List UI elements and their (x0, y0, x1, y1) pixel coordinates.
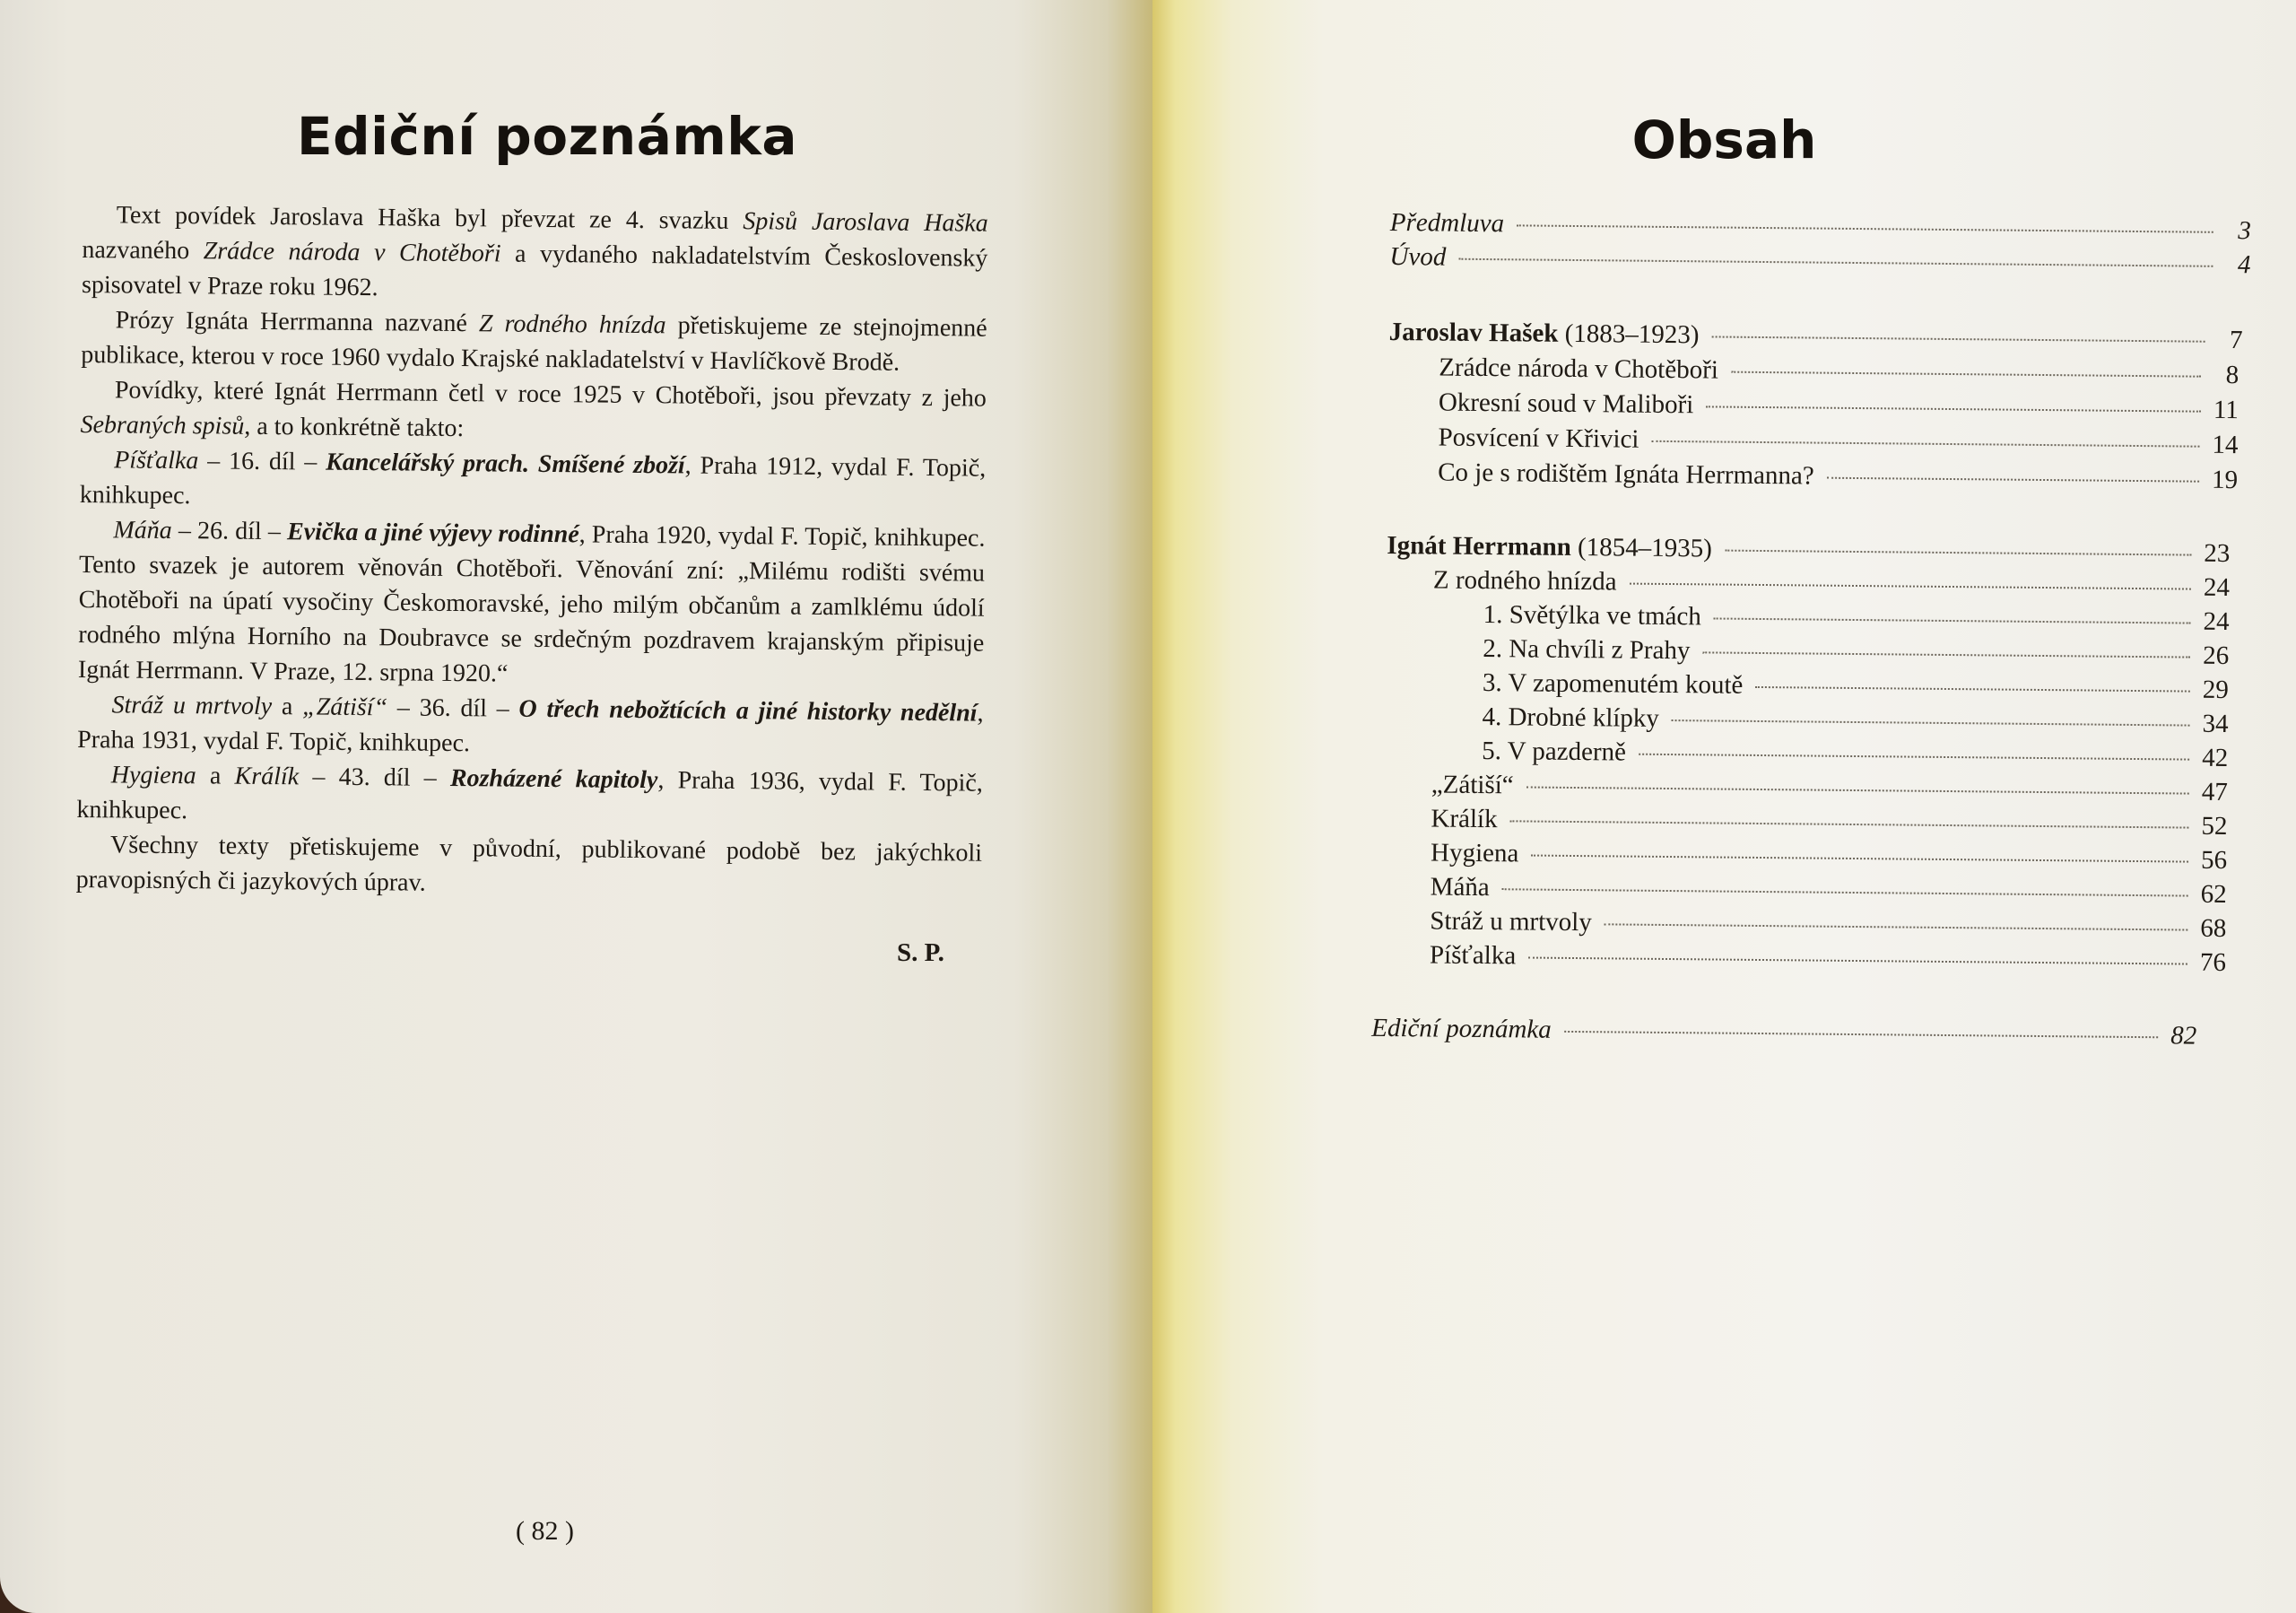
text-run: – 43. díl – (299, 763, 451, 792)
leader-dots (1702, 651, 2190, 658)
table-of-contents (1371, 208, 2251, 1051)
toc-entry-label: Ediční poznámka (1371, 1013, 1552, 1044)
toc-entry-label: Úvod (1389, 241, 1447, 272)
toc-entry[interactable] (1431, 872, 2227, 910)
toc-entry-page: 42 (2202, 743, 2229, 772)
author-years: (1854–1935) (1570, 532, 1713, 563)
toc-entry-page: 47 (2201, 777, 2228, 806)
toc-entry[interactable] (1433, 565, 2230, 603)
paragraph-2 (81, 302, 987, 381)
toc-entry-label: Králík (1431, 804, 1498, 834)
text-run: Hygiena (110, 761, 196, 790)
paragraph-7 (76, 757, 983, 836)
toc-entry[interactable] (1430, 940, 2226, 978)
toc-entry-label: Z rodného hnízda (1432, 565, 1617, 597)
toc-entry[interactable] (1389, 242, 2250, 280)
toc-entry-label: 4. Drobné klípky (1482, 702, 1660, 733)
paragraph-6 (77, 687, 984, 766)
leader-dots (1605, 923, 2188, 930)
text-run: Zrádce národa v Chotěboři (203, 237, 501, 268)
toc-entry-label: Co je s rodištěm Ignáta Herrmanna? (1438, 458, 1814, 491)
text-run: O třech nebožtících a jiné historky nedělní (518, 694, 978, 728)
text-run: Králík (234, 762, 300, 791)
toc-entry-label: Zrádce národa v Chotěboři (1439, 353, 1719, 385)
toc-entry[interactable] (1483, 600, 2229, 637)
toc-entry[interactable] (1431, 838, 2227, 876)
toc-entry-page: 62 (2200, 879, 2227, 909)
text-run: , Praha 1931, vydal F. Topič, knihkupec. (77, 699, 984, 758)
paragraph-4 (80, 442, 987, 521)
editorial-note-text (76, 197, 988, 906)
page-number: ( 82 ) (516, 1516, 574, 1546)
toc-entry-page: 29 (2202, 675, 2230, 704)
toc-entry[interactable] (1431, 770, 2228, 807)
right-page (1152, 0, 2296, 1613)
leader-dots (1526, 786, 2189, 794)
leader-dots (1528, 957, 2187, 965)
leader-dots (1517, 224, 2213, 232)
text-run: , Praha 1936, vydal F. Topič, knihkupec. (76, 766, 983, 825)
leader-dots (1502, 888, 2188, 896)
toc-entry-page: 19 (2211, 465, 2239, 495)
text-run: – 26. díl – (171, 516, 288, 546)
paragraph-3 (80, 372, 987, 451)
author-name: Ignát Herrmann (1387, 530, 1571, 562)
text-run: a vydaného nakladatelstvím Československý spisovatel v Praze roku 1962. (81, 240, 988, 302)
toc-entry-page: 11 (2213, 395, 2239, 425)
toc-entry-page: 24 (2203, 606, 2230, 637)
text-run: Z rodného hnízda (478, 310, 666, 340)
toc-entry-label: Posvícení v Křivici (1438, 423, 1639, 454)
signature: S. P. (897, 938, 944, 967)
toc-entry-page: 14 (2212, 430, 2239, 460)
toc-entry-page: 76 (2199, 947, 2227, 977)
toc-entry[interactable] (1439, 353, 2239, 391)
text-run: Stráž u mrtvoly (111, 691, 273, 721)
text-run: Rozházené kapitoly (449, 763, 658, 795)
paragraph-8 (76, 827, 983, 906)
toc-entry-label: Předmluva (1389, 208, 1505, 239)
text-run: Všechny texty přetiskujeme v původní, publikované podobě bez jakýchkoli pravopisných či jazykových úprav. (75, 831, 983, 897)
toc-entry-page: 56 (2200, 845, 2228, 875)
text-run: přetiskujeme ze stejnojmenné publikace, kterou v roce 1960 vydalo Krajské nakladatelství v Havlíčkově Brodě. (81, 311, 987, 377)
toc-entry-label: „Zátiší“ (1431, 770, 1514, 800)
author-years: (1883–1923) (1558, 318, 1700, 350)
toc-entry-label: 1. Světýlka ve tmách (1483, 600, 1702, 632)
leader-dots (1672, 719, 2190, 727)
text-run: „Zátiší“ (302, 693, 388, 722)
toc-entry[interactable] (1430, 906, 2226, 944)
text-run: a (272, 693, 303, 721)
text-run: Prózy Ignáta Herrmanna nazvané (115, 306, 480, 338)
text-run: a (196, 762, 235, 790)
toc-entry-label: Máňa (1430, 872, 1490, 902)
toc-entry[interactable] (1482, 737, 2228, 773)
toc-entry-page: 7 (2229, 325, 2243, 355)
toc-entry-label: 2. Na chvíli z Prahy (1483, 634, 1691, 666)
author-name: Jaroslav Hašek (1388, 317, 1559, 348)
toc-entry-page: 68 (2200, 913, 2227, 943)
leader-dots (1564, 1031, 2158, 1038)
toc-entry[interactable] (1438, 423, 2238, 461)
page-title: Ediční poznámka (297, 106, 797, 167)
toc-entry-label: Okresní soud v Maliboři (1438, 388, 1694, 420)
paragraph-5 (78, 512, 986, 696)
paragraph-1 (82, 197, 988, 311)
toc-entry[interactable] (1390, 208, 2251, 246)
text-run: Text povídek Jaroslava Haška byl převzat ze 4. svazku (116, 201, 744, 236)
text-run: – 36. díl – (387, 693, 519, 723)
toc-entry-label (1389, 318, 1700, 350)
toc-entry-page: 26 (2203, 641, 2230, 670)
toc-title: Obsah (1631, 109, 1817, 170)
leader-dots (1531, 855, 2188, 863)
toc-entry-label (1387, 531, 1712, 563)
toc-entry[interactable] (1431, 804, 2227, 841)
leader-dots (1725, 550, 2191, 556)
text-run: Povídky, které Ignát Herrmann četl v roce 1925 v Chotěboři, jsou převzaty z jeho (114, 376, 987, 413)
text-run: Spisů Jaroslava Haška (743, 207, 988, 238)
toc-entry-page: 34 (2202, 709, 2229, 738)
text-run: , a to konkrétně takto: (244, 412, 465, 443)
leader-dots (1639, 754, 2189, 761)
toc-entry-page: 23 (2204, 538, 2231, 569)
text-run: nazvaného (82, 235, 204, 266)
toc-entry[interactable] (1371, 1014, 2196, 1051)
toc-entry-label: Hygiena (1430, 838, 1519, 868)
toc-entry[interactable] (1438, 458, 2238, 496)
toc-entry-label: Stráž u mrtvoly (1430, 906, 1592, 937)
text-run: Píšťalka (114, 446, 199, 475)
toc-entry-label: Píšťalka (1429, 940, 1517, 971)
toc-entry-page: 52 (2201, 811, 2228, 841)
text-run: Máňa (113, 516, 172, 545)
leader-dots (1706, 405, 2201, 412)
toc-entry[interactable] (1483, 634, 2229, 671)
toc-entry-author[interactable] (1389, 318, 2243, 355)
toc-entry-author[interactable] (1387, 531, 2230, 569)
leader-dots (1731, 371, 2201, 378)
leader-dots (1755, 686, 2190, 693)
text-run: , Praha 1920, vydal F. Topič, knihkupec. Tento svazek je autorem věnován Chotěboři. Věnování zní: „Milému rodišti svému Chotěboři na úpatí vysočiny Českomoravské, jeho milým občanům a zamlklému údolí rodného mlýna Horního na Doubravce se srdečným pozdravem krajanským připisuje Ignát Herrmann. V Praze, 12. srpna 1920.“ (77, 520, 986, 688)
leader-dots (1458, 258, 2213, 267)
leader-dots (1510, 820, 2189, 828)
leader-dots (1827, 477, 2199, 483)
toc-entry-label: 5. V pazderně (1482, 737, 1627, 767)
text-run: Sebraných spisů (80, 410, 245, 440)
text-run: Evička a jiné výjevy rodinné (286, 518, 579, 549)
toc-entry[interactable] (1482, 702, 2228, 739)
toc-entry[interactable] (1439, 388, 2239, 426)
toc-entry[interactable] (1483, 668, 2229, 705)
toc-entry-page: 3 (2238, 216, 2251, 246)
leader-dots (1712, 336, 2205, 342)
toc-entry-page: 8 (2225, 360, 2239, 390)
text-run: Kancelářský prach. Smíšené zboží (326, 448, 685, 480)
leader-dots (1651, 440, 2199, 448)
text-run: – 16. díl – (198, 447, 326, 476)
toc-entry-label: 3. V zapomenutém koutě (1482, 668, 1744, 700)
leader-dots (1714, 617, 2191, 623)
leader-dots (1630, 583, 2191, 590)
toc-entry-page: 82 (2170, 1021, 2197, 1051)
toc-entry-page: 4 (2237, 250, 2251, 280)
text-run: , Praha 1912, vydal F. Topič, knihkupec. (79, 451, 987, 510)
toc-entry-page: 24 (2203, 572, 2231, 603)
